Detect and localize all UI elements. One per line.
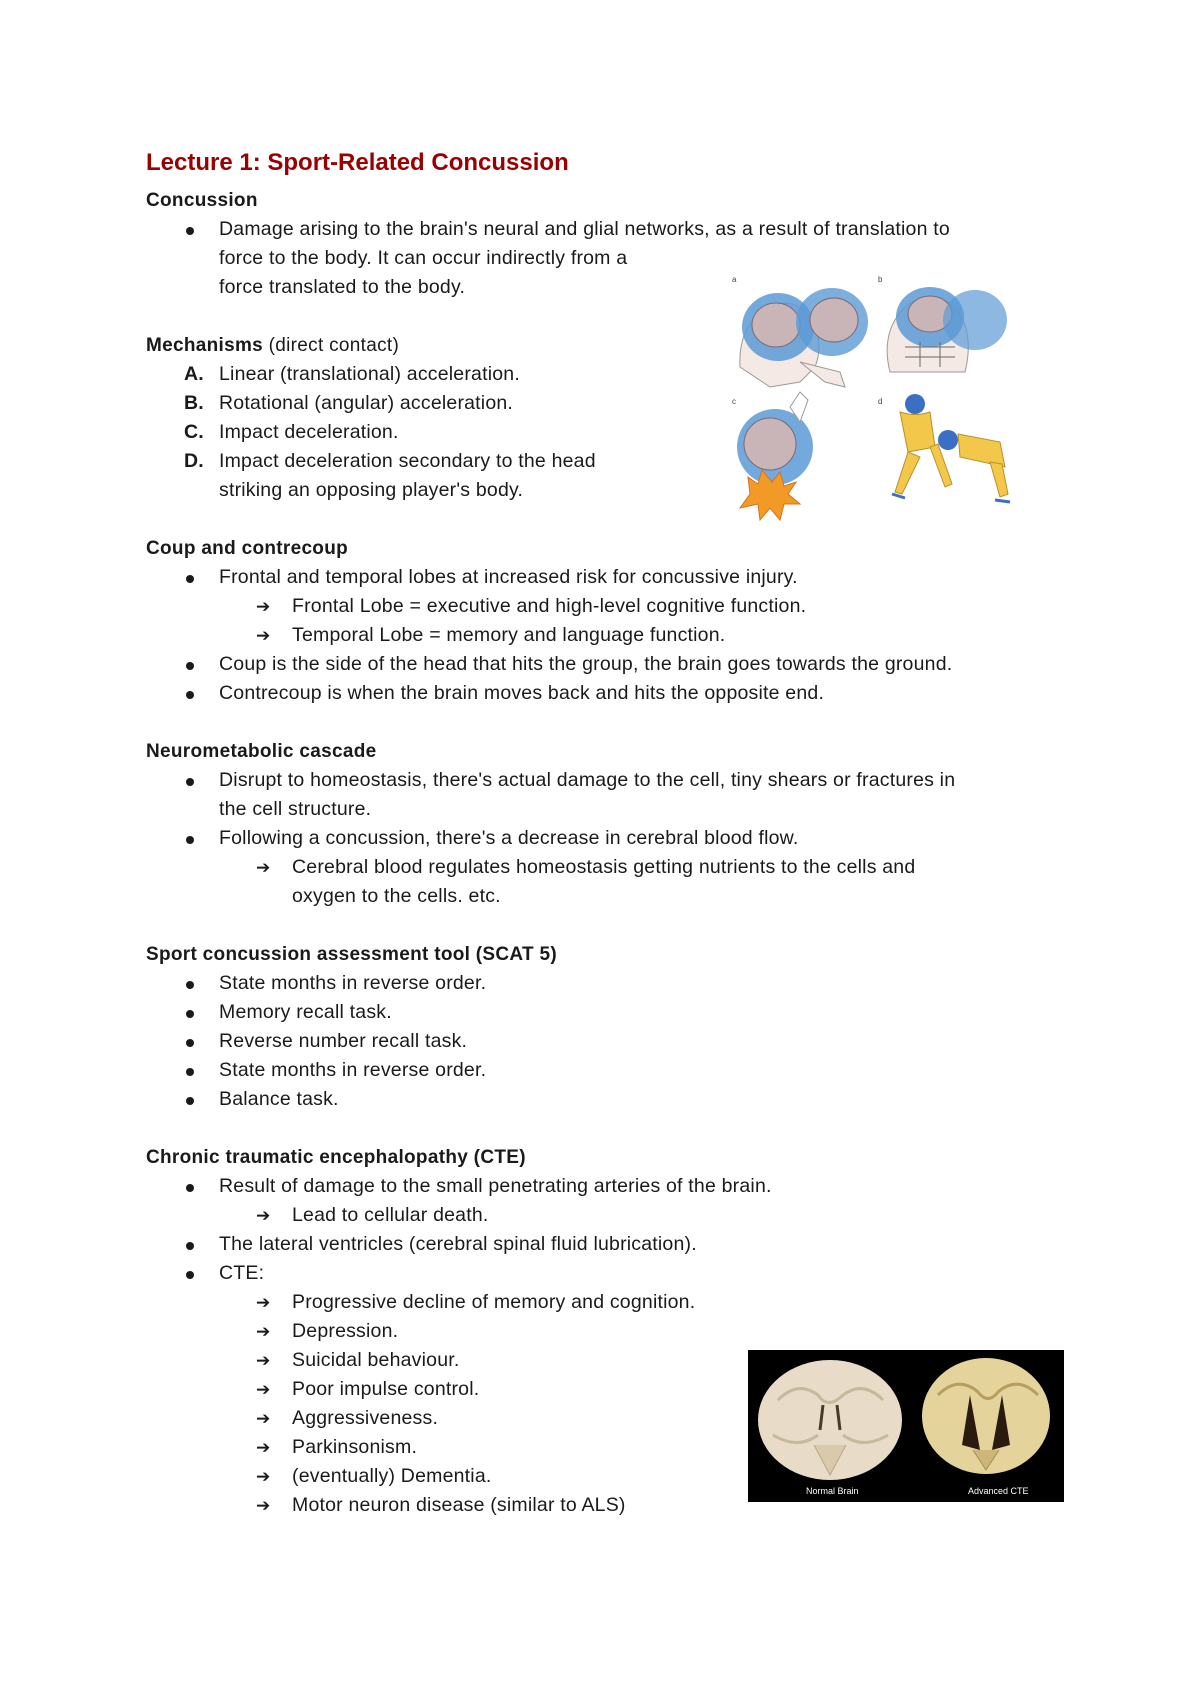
list-item: Result of damage to the small penetrating arteries of the brain. (146, 1172, 1046, 1201)
list-item: Frontal and temporal lobes at increased risk for concussive injury. (146, 563, 1046, 592)
arrow-icon: ➔ (256, 1438, 271, 1457)
bullet-icon (186, 575, 194, 583)
sub-list-item: ➔ Motor neuron disease (similar to ALS) (146, 1491, 1046, 1520)
list-item: State months in reverse order. (146, 1056, 1046, 1085)
list-item-continuation: the cell structure. (219, 798, 372, 820)
bullet-icon (186, 1184, 194, 1192)
bullet-icon (186, 1068, 194, 1076)
brain-comparison-photo (748, 1350, 1064, 1502)
arrow-icon: ➔ (256, 1206, 271, 1225)
list-item: D. Impact deceleration secondary to the head (184, 450, 596, 472)
bullet-icon (186, 778, 194, 786)
list-item: Damage arising to the brain's neural and glial networks, as a result of translation to (146, 215, 1046, 244)
heading-concussion: Concussion (146, 190, 258, 211)
sub-list-item: ➔ (eventually) Dementia. (146, 1462, 1046, 1491)
bullet-icon (186, 1039, 194, 1047)
normal-brain-caption: Normal Brain (806, 1486, 859, 1496)
list-item: B. Rotational (angular) acceleration. (184, 392, 514, 414)
heading-scat5: Sport concussion assessment tool (SCAT 5) (146, 944, 558, 965)
bullet-icon (186, 981, 194, 989)
list-item-continuation: force to the body. It can occur indirectly from a (219, 247, 628, 269)
sub-list-item: ➔ Progressive decline of memory and cognition. (146, 1288, 1046, 1317)
bullet-icon (186, 1271, 194, 1279)
sub-list-item: ➔ Depression. (146, 1317, 1046, 1346)
panel-label-b: b (878, 275, 883, 284)
bullet-icon (186, 1242, 194, 1250)
mechanisms-illustration (730, 272, 1022, 522)
list-item: Contrecoup is when the brain moves back and hits the opposite end. (146, 679, 1046, 708)
arrow-icon: ➔ (256, 597, 271, 616)
sub-list-item: ➔ Frontal Lobe = executive and high-level cognitive function. (146, 592, 1046, 621)
sub-list-item: ➔ Parkinsonism. (146, 1433, 1046, 1462)
panel-d-players (892, 394, 1010, 502)
arrow-icon: ➔ (256, 858, 271, 877)
arrow-icon: ➔ (256, 1351, 271, 1370)
sub-list-item-continuation: oxygen to the cells. etc. (292, 885, 501, 907)
normal-brain-image (758, 1360, 902, 1480)
heading-neurometabolic: Neurometabolic cascade (146, 741, 377, 762)
bullet-icon (186, 227, 194, 235)
list-item: Disrupt to homeostasis, there's actual damage to the cell, tiny shears or fractures in (146, 766, 1046, 795)
bullet-icon (186, 691, 194, 699)
sub-list-item: ➔ Suicidal behaviour. (146, 1346, 1046, 1375)
advanced-cte-brain-image (922, 1358, 1050, 1474)
list-item: State months in reverse order. (146, 969, 1046, 998)
list-item: The lateral ventricles (cerebral spinal fluid lubrication). (146, 1230, 1046, 1259)
heading-cte: Chronic traumatic encephalopathy (CTE) (146, 1147, 526, 1168)
panel-label-c: c (732, 397, 736, 406)
panel-label-a: a (732, 275, 737, 284)
heading-coup-contrecoup: Coup and contrecoup (146, 538, 349, 559)
list-item: Balance task. (146, 1085, 1046, 1114)
arrow-icon: ➔ (256, 626, 271, 645)
bullet-icon (186, 1097, 194, 1105)
panel-c-head (737, 392, 813, 520)
advanced-cte-caption: Advanced CTE (968, 1486, 1029, 1496)
panel-b-heads (887, 287, 1007, 372)
bullet-icon (186, 1010, 194, 1018)
panel-label-d: d (878, 397, 883, 406)
list-item: Memory recall task. (146, 998, 1046, 1027)
arrow-icon: ➔ (256, 1380, 271, 1399)
arrow-icon: ➔ (256, 1496, 271, 1515)
arrow-icon: ➔ (256, 1467, 271, 1486)
list-item: Reverse number recall task. (146, 1027, 1046, 1056)
panel-a-heads (740, 288, 868, 387)
list-item: CTE: (146, 1259, 1046, 1288)
list-item: Following a concussion, there's a decrease in cerebral blood flow. (146, 824, 1046, 853)
list-item: Coup is the side of the head that hits the group, the brain goes towards the ground. (146, 650, 1046, 679)
list-item-continuation: striking an opposing player's body. (219, 479, 524, 501)
arrow-icon: ➔ (256, 1293, 271, 1312)
list-item: C. Impact deceleration. (184, 421, 399, 443)
sub-list-item: ➔ Cerebral blood regulates homeostasis getting nutrients to the cells and (146, 853, 1046, 882)
sub-list-item: ➔ Aggressiveness. (146, 1404, 1046, 1433)
list-item: A. Linear (translational) acceleration. (184, 363, 520, 385)
bullet-icon (186, 662, 194, 670)
sub-list-item: ➔ Temporal Lobe = memory and language function. (146, 621, 1046, 650)
page-title: Lecture 1: Sport-Related Concussion (146, 149, 569, 176)
list-item-continuation: force translated to the body. (219, 276, 466, 298)
heading-mechanisms: Mechanisms (direct contact) (146, 335, 400, 356)
sub-list-item: ➔ Lead to cellular death. (146, 1201, 1046, 1230)
sub-list-item: ➔ Poor impulse control. (146, 1375, 1046, 1404)
bullet-icon (186, 836, 194, 844)
arrow-icon: ➔ (256, 1409, 271, 1428)
arrow-icon: ➔ (256, 1322, 271, 1341)
